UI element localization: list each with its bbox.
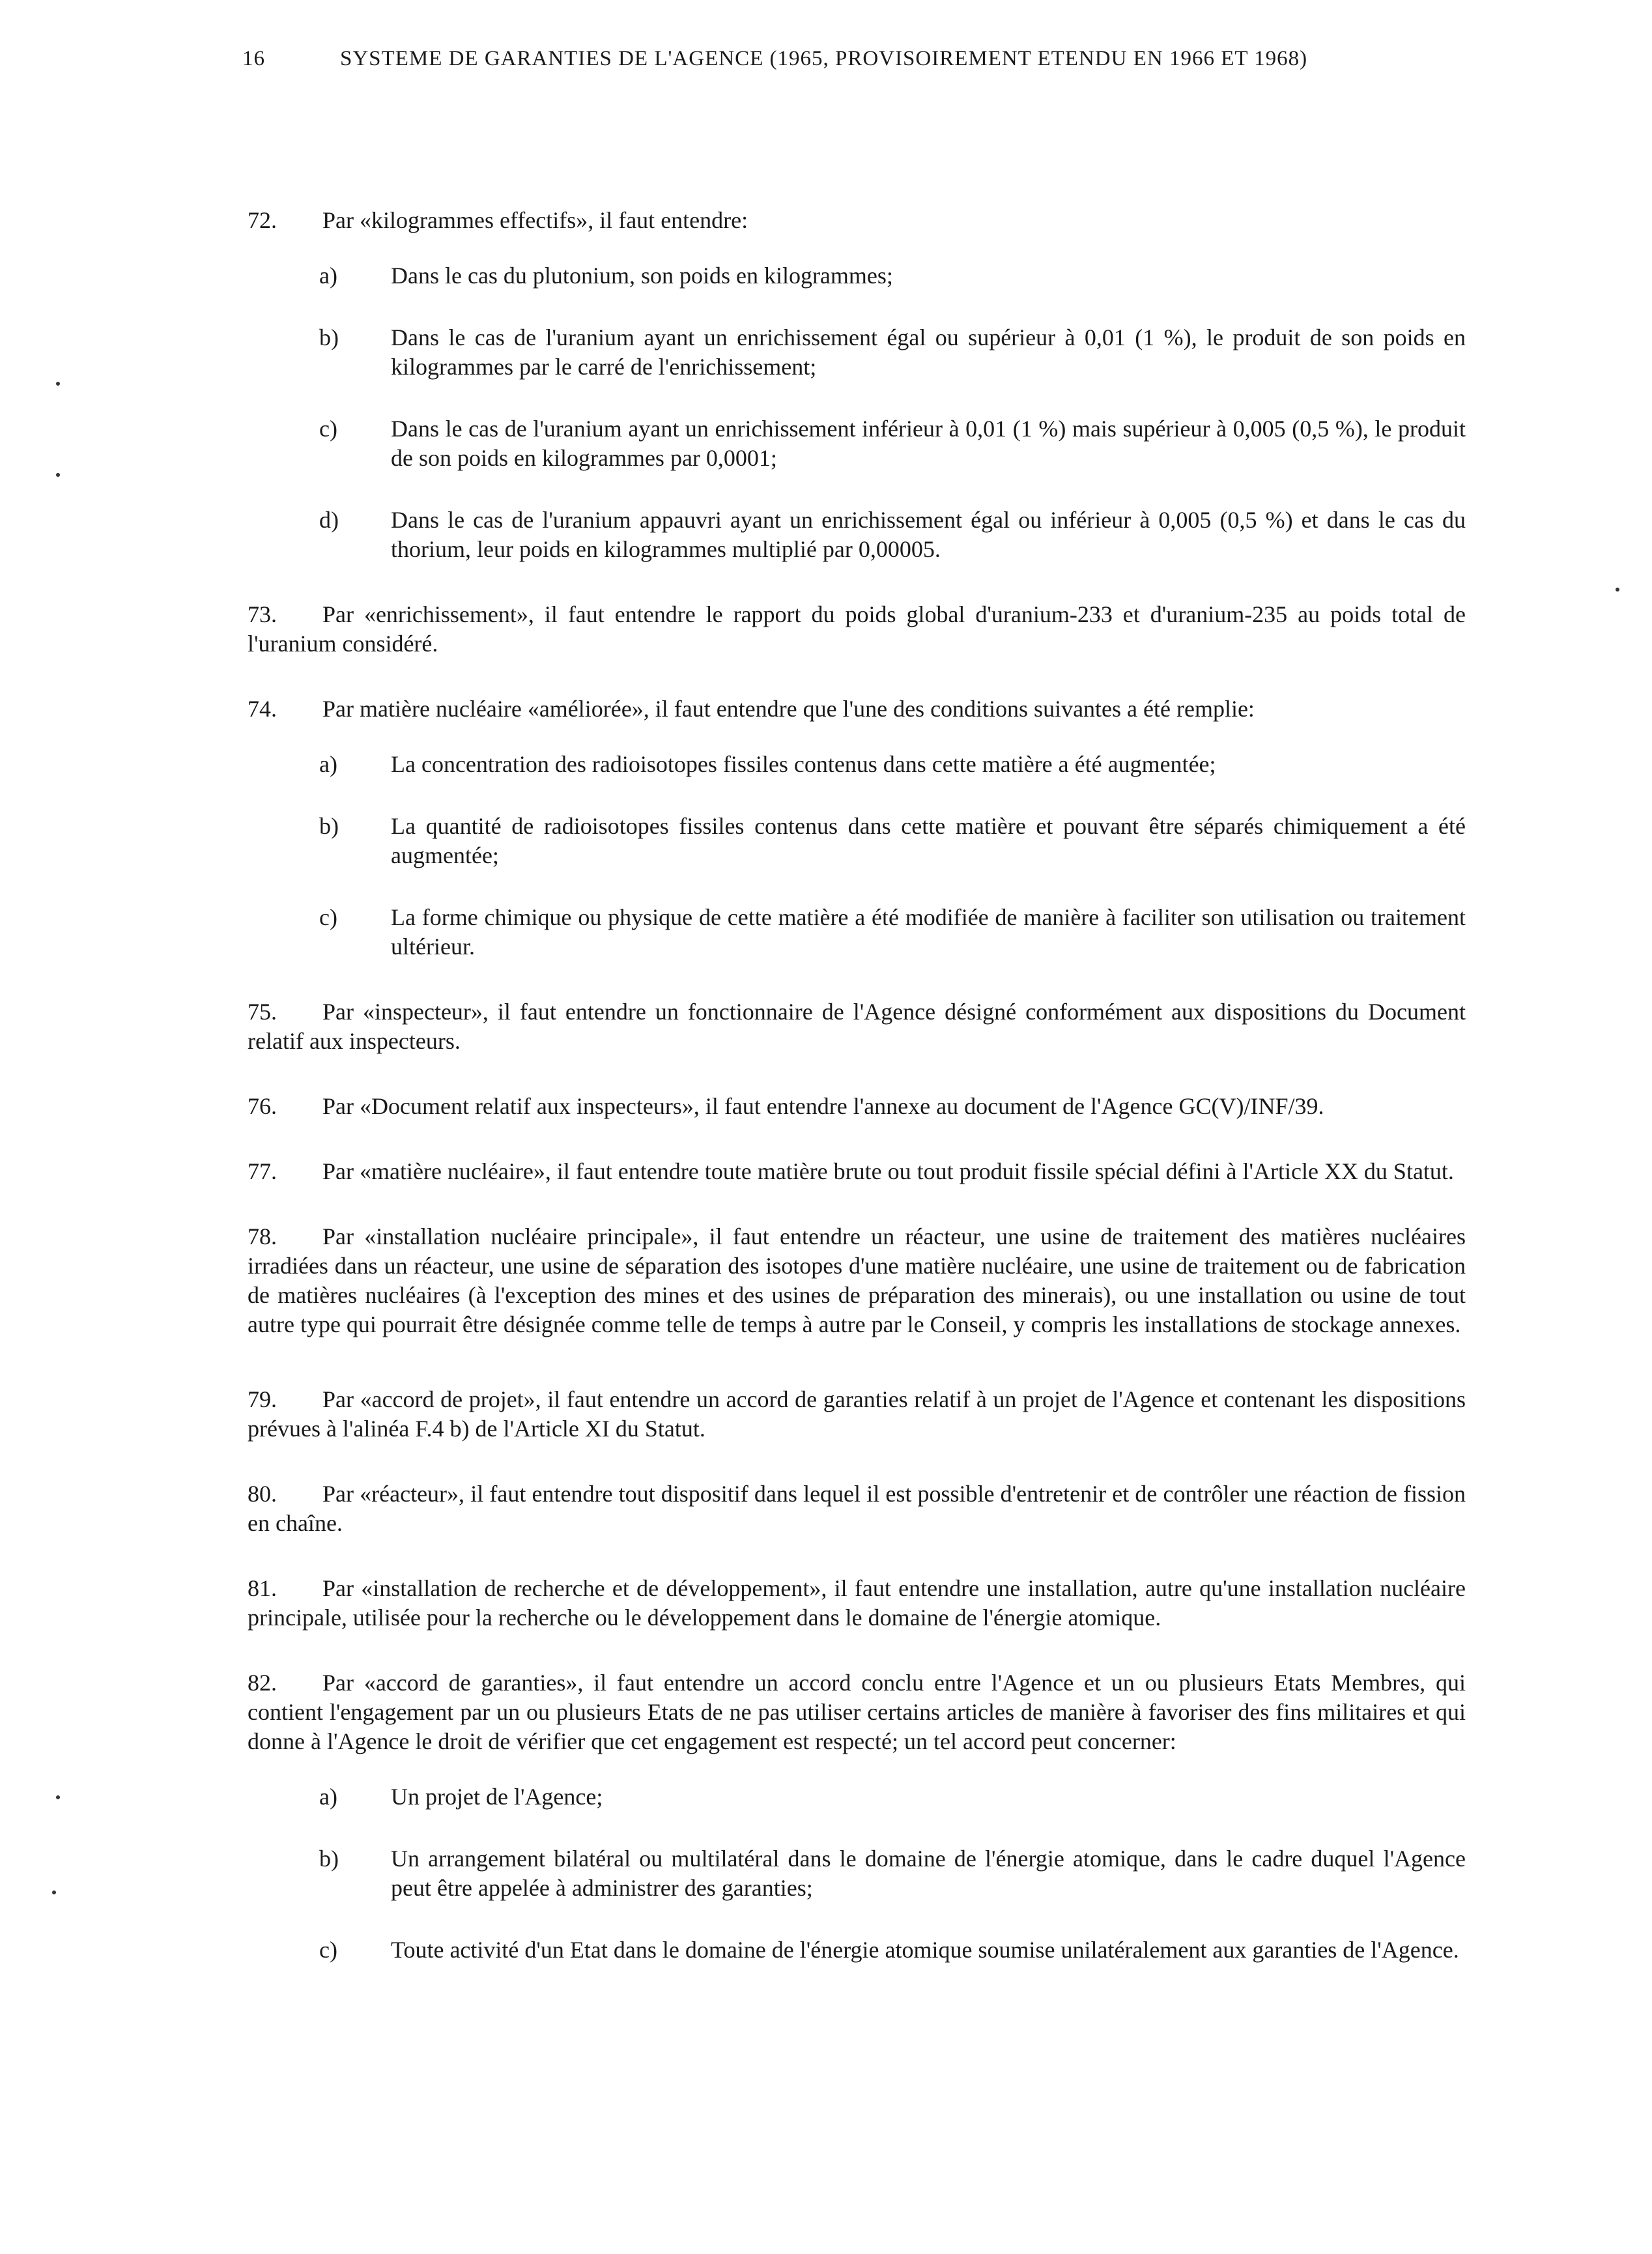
item-text: Dans le cas de l'uranium appauvri ayant un enrichissement égal ou inférieur à 0,005 (0,5 %) et dans le cas du thorium, leur poids en kilogrammes multiplié par 0,00005. <box>391 507 1466 562</box>
list-item <box>248 1782 1466 1812</box>
list-item <box>248 323 1466 382</box>
item-text: La quantité de radioisotopes fissiles contenus dans cette matière et pouvant être séparés chimiquement a été augmentée; <box>391 813 1466 868</box>
item-text: Dans le cas du plutonium, son poids en kilogrammes; <box>391 263 893 289</box>
scan-speck <box>56 473 60 477</box>
item-label: c) <box>319 1937 337 1963</box>
paragraph-text: Par «kilogrammes effectifs», il faut entendre: <box>322 207 748 233</box>
paragraph-number: 77. <box>248 1158 277 1184</box>
paragraph-number: 74. <box>248 696 277 722</box>
item-label: a) <box>319 1784 337 1810</box>
list-74 <box>248 750 1466 962</box>
item-text: La concentration des radioisotopes fissiles contenus dans cette matière a été augmentée; <box>391 751 1216 777</box>
paragraph-text: Par «Document relatif aux inspecteurs», il faut entendre l'annexe au document de l'Agence GC(V)/INF/39. <box>322 1093 1324 1119</box>
paragraph-73 <box>248 600 1466 659</box>
list-item <box>248 261 1466 291</box>
item-text: Dans le cas de l'uranium ayant un enrichissement inférieur à 0,01 (1 %) mais supérieur à 0,005 (0,5 %), le produit de son poids en kilogrammes par 0,0001; <box>391 416 1466 471</box>
item-label: c) <box>319 416 337 442</box>
paragraph-number: 72. <box>248 207 277 233</box>
paragraph-text: Par «installation nucléaire principale», il faut entendre un réacteur, une usine de traitement des matières nucléaires irradiées dans un réacteur, une usine de séparation des isotopes d'une matière nucléaire, une usine de traitement ou de fabrication de matières nucléaires (à l'exception des mines et des usines de préparation des minerais), ou une installation ou usine de tout autre type qui pourrait être désignée comme telle de temps à autre par le Conseil, y compris les installations de stockage annexes. <box>248 1223 1466 1337</box>
item-label: c) <box>319 904 337 930</box>
paragraph-text: Par «matière nucléaire», il faut entendre toute matière brute ou tout produit fissile spécial défini à l'Article XX du Statut. <box>322 1158 1454 1184</box>
page-header <box>242 47 1415 71</box>
item-label: b) <box>319 813 339 839</box>
paragraph-text: Par «accord de garanties», il faut entendre un accord conclu entre l'Agence et un ou plusieurs Etats Membres, qui contient l'engagement par un ou plusieurs Etats de ne pas utiliser certains articles de manière à favoriser des fins militaires et qui donne à l'Agence le droit de vérifier que cet engagement est respecté; un tel accord peut concerner: <box>248 1670 1466 1754</box>
list-item <box>248 414 1466 473</box>
paragraph-number: 75. <box>248 999 277 1025</box>
paragraph-text: Par «accord de projet», il faut entendre un accord de garanties relatif à un projet de l'Agence et contenant les dispositions prévues à l'alinéa F.4 b) de l'Article XI du Statut. <box>248 1386 1466 1442</box>
paragraph-75 <box>248 997 1466 1056</box>
list-item <box>248 750 1466 779</box>
paragraph-72 <box>248 206 1466 235</box>
list-item <box>248 903 1466 962</box>
paragraph-81 <box>248 1574 1466 1633</box>
list-item <box>248 1844 1466 1903</box>
list-82 <box>248 1782 1466 1965</box>
paragraph-76 <box>248 1092 1466 1121</box>
scan-speck <box>52 1890 56 1894</box>
paragraph-number: 73. <box>248 601 277 627</box>
item-text: Toute activité d'un Etat dans le domaine de l'énergie atomique soumise unilatéralement aux garanties de l'Agence. <box>391 1937 1459 1963</box>
item-label: a) <box>319 751 337 777</box>
paragraph-78 <box>248 1222 1466 1339</box>
paragraph-text: Par matière nucléaire «améliorée», il faut entendre que l'une des conditions suivantes a été remplie: <box>322 696 1255 722</box>
list-item <box>248 812 1466 870</box>
item-label: a) <box>319 263 337 289</box>
page-number: 16 <box>242 47 265 70</box>
list-item <box>248 1935 1466 1965</box>
definitions-body <box>248 206 1466 2001</box>
list-72 <box>248 261 1466 564</box>
item-text: Un projet de l'Agence; <box>391 1784 603 1810</box>
item-text: Dans le cas de l'uranium ayant un enrichissement égal ou supérieur à 0,01 (1 %), le produit de son poids en kilogrammes par le carré de l'enrichissement; <box>391 324 1466 380</box>
paragraph-text: Par «réacteur», il faut entendre tout dispositif dans lequel il est possible d'entretenir et de contrôler une réaction de fission en chaîne. <box>248 1481 1466 1536</box>
paragraph-text: Par «installation de recherche et de développement», il faut entendre une installation, autre qu'une installation nucléaire principale, utilisée pour la recherche ou le développement dans le domaine de l'énergie atomique. <box>248 1575 1466 1631</box>
paragraph-74 <box>248 694 1466 724</box>
scan-speck <box>56 382 60 386</box>
paragraph-text: Par «inspecteur», il faut entendre un fonctionnaire de l'Agence désigné conformément aux dispositions du Document relatif aux inspecteurs. <box>248 999 1466 1054</box>
item-text: Un arrangement bilatéral ou multilatéral dans le domaine de l'énergie atomique, dans le cadre duquel l'Agence peut être appelée à administrer des garanties; <box>391 1846 1466 1901</box>
paragraph-number: 82. <box>248 1670 277 1696</box>
item-label: b) <box>319 324 339 350</box>
paragraph-number: 79. <box>248 1386 277 1412</box>
paragraph-text: Par «enrichissement», il faut entendre le rapport du poids global d'uranium-233 et d'uranium-235 au poids total de l'uranium considéré. <box>248 601 1466 657</box>
item-label: b) <box>319 1846 339 1872</box>
paragraph-80 <box>248 1479 1466 1538</box>
scan-speck <box>1616 588 1619 592</box>
running-title: SYSTEME DE GARANTIES DE L'AGENCE (1965, PROVISOIREMENT ETENDU EN 1966 ET 1968) <box>340 47 1308 70</box>
paragraph-82 <box>248 1668 1466 1756</box>
item-text: La forme chimique ou physique de cette matière a été modifiée de manière à faciliter son utilisation ou traitement ultérieur. <box>391 904 1466 960</box>
paragraph-79 <box>248 1385 1466 1444</box>
item-label: d) <box>319 507 339 533</box>
paragraph-77 <box>248 1157 1466 1186</box>
paragraph-number: 80. <box>248 1481 277 1507</box>
paragraph-number: 78. <box>248 1223 277 1249</box>
paragraph-number: 76. <box>248 1093 277 1119</box>
list-item <box>248 506 1466 564</box>
scan-speck <box>56 1795 60 1799</box>
paragraph-number: 81. <box>248 1575 277 1601</box>
